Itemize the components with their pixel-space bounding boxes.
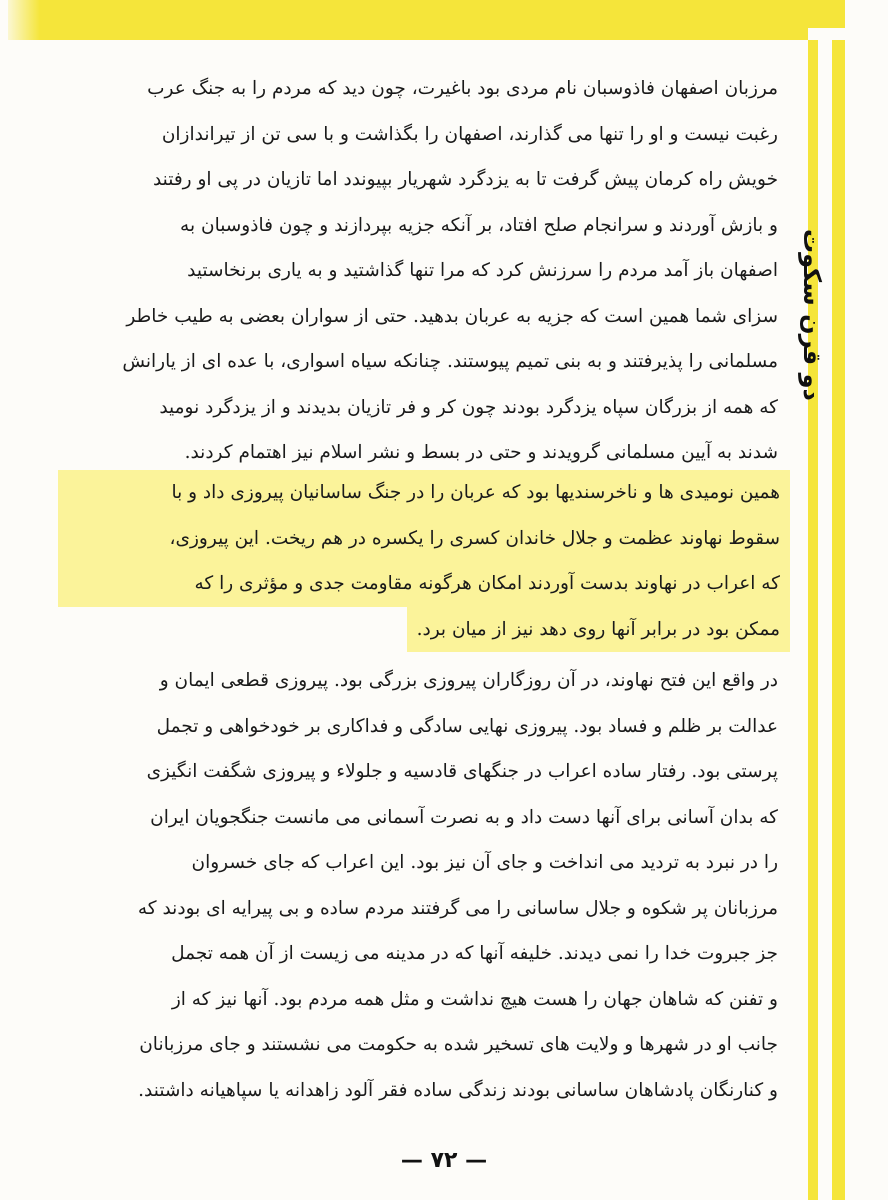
text-line: را در نبرد به تردید می انداخت و جای آن نیز بود. این اعراب که جای خسروان <box>191 852 778 873</box>
text-line: خویش راه کرمان پیش گرفت تا به یزدگرد شهریار بپیوندد اما تازیان در پی او رفتند <box>152 169 778 190</box>
text-line: جز جبروت خدا را نمی دیدند. خلیفه آنها که در مدینه می زیست از آن همه تجمل <box>171 943 778 964</box>
page-right-margin <box>845 0 888 1200</box>
text-line: شدند به آیین مسلمانی گرویدند و حتی در بسط و نشر اسلام نیز اهتمام کردند. <box>184 442 778 463</box>
text-line: که بدان آسانی برای آنها دست داد و به نصرت آسمانی می مانست جنگجویان ایران <box>150 806 778 828</box>
top-border-fade <box>0 0 40 40</box>
side-border-gap <box>808 28 845 40</box>
highlighted-line: ممکن بود در برابر آنها روی دهد نیز از میان برد. <box>407 607 790 653</box>
chapter-title: دو قرن سکوت <box>798 229 826 401</box>
text-line: اصفهان باز آمد مردم را سرزنش کرد که مرا تنها گذاشتید و به یاری برنخاستید <box>187 260 778 281</box>
paragraph-1 <box>70 66 778 476</box>
highlighted-last-line-wrap <box>58 607 790 653</box>
text-line: سزای شما همین است که جزیه به عربان بدهید. حتی از سواران بعضی به طیب خاطر <box>126 305 778 327</box>
side-border-inner <box>818 40 832 1200</box>
text-line: و کنارنگان پادشاهان ساسانی بودند زندگی ساده فقر آلود زاهدانه یا سپاهیانه داشتند. <box>138 1079 778 1101</box>
highlighted-paragraph <box>58 470 790 652</box>
text-line: مرزبان اصفهان فاذوسبان نام مردی بود باغیرت، چون دید که مردم را به جنگ عرب <box>147 78 778 99</box>
paragraph-3 <box>70 658 778 1113</box>
highlighted-line: همین نومیدی ها و ناخرسندیها بود که عربان را در جنگ ساسانیان پیروزی داد و با <box>58 470 790 516</box>
highlighted-line: که اعراب در نهاوند بدست آوردند امکان هرگونه مقاومت جدی و مؤثری را که <box>58 561 790 607</box>
text-line: مرزبانان پر شکوه و جلال ساسانی را می گرفتند مردم ساده و بی پیرایه ای بودند که <box>137 897 778 919</box>
text-line: در واقع این فتح نهاوند، در آن روزگاران پیروزی بزرگی بود. پیروزی قطعی ایمان و <box>159 670 778 691</box>
text-line: عدالت بر ظلم و فساد بود. پیروزی نهایی سادگی و فداکاری بر خودخواهی و تجمل <box>156 715 778 737</box>
text-line: مسلمانی را پذیرفتند و به بنی تمیم پیوستند. چنانکه سیاه اسواری، با عده ای از یارانش <box>122 351 778 372</box>
text-line: و تفنن که شاهان جهان را هست هیچ نداشت و مثل همه مردم بود. آنها نیز که از <box>171 988 778 1010</box>
text-line: جانب او در شهرها و ولایت های تسخیر شده به حکومت می نشستند و جای مرزبانان <box>139 1034 778 1055</box>
text-line: که همه از بزرگان سپاه یزدگرد بودند چون کر و فر تازیان بدیدند و از یزدگرد نومید <box>159 396 778 418</box>
top-border-band <box>8 0 878 40</box>
text-line: و بازش آوردند و سرانجام صلح افتاد، بر آنکه جزیه بپردازند و چون فاذوسبان به <box>180 214 778 236</box>
text-line: پرستی بود. رفتار ساده اعراب در جنگهای قادسیه و جلولاء و پیروزی شگفت انگیزی <box>146 761 778 782</box>
highlighted-line: سقوط نهاوند عظمت و جلال خاندان کسری را یکسره در هم ریخت. این پیروزی، <box>58 516 790 562</box>
text-line: رغبت نیست و او را تنها می گذارند، اصفهان را بگذاشت و با سی تن از تیراندازان <box>161 123 778 145</box>
page-number: — ۷۲ — <box>400 1148 488 1173</box>
